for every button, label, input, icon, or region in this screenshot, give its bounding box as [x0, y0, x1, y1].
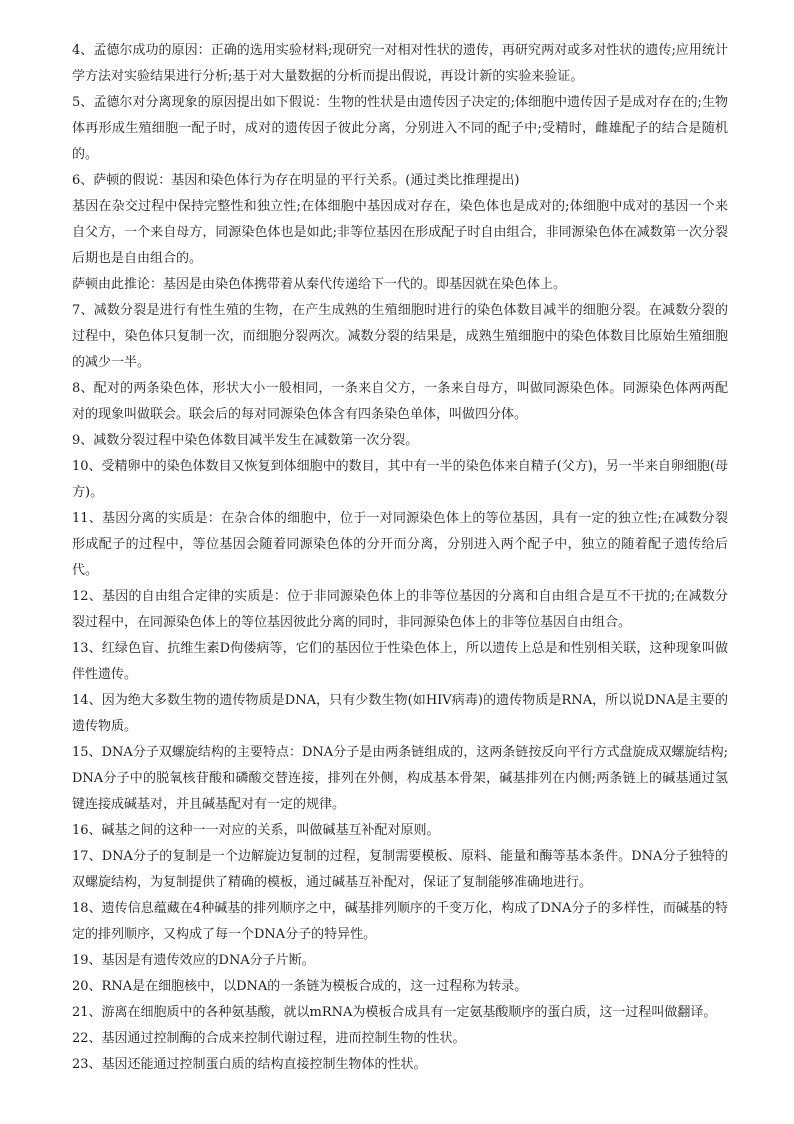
paragraph-19-gene-definition: 19、基因是有遗传效应的DNA分子片断。	[72, 953, 315, 968]
paragraph-12-independent-assortment: 12、基因的自由组合定律的实质是：位于非同源染色体上的非等位基因的分离和自由组合是互不干扰的;在减数分裂过程中，在同源染色体上的等位基因彼此分离的同时，非同源染色体上的非等位基因自由组合。	[72, 589, 728, 630]
paragraph-4-success-reasons: 4、孟德尔成功的原因：正确的选用实验材料;现研究一对相对性状的遗传，再研究两对或多对性状的遗传;应用统计学方法对实验结果进行分析;基于对大量数据的分析而提出假说，再设计新的实验来验证。	[72, 43, 728, 84]
paragraph-16-base-pairing: 16、碱基之间的这种一一对应的关系，叫做碱基互补配对原则。	[72, 823, 440, 838]
paragraph-13-sex-linked: 13、红绿色盲、抗维生素D佝偻病等，它们的基因位于性染色体上，所以遗传上总是和性别相关联，这种现象叫做伴性遗传。	[72, 641, 728, 682]
paragraph-6-sutton-hypothesis: 6、萨顿的假说：基因和染色体行为存在明显的平行关系。(通过类比推理提出)	[72, 173, 520, 188]
paragraph-22-enzyme-control: 22、基因通过控制酶的合成来控制代谢过程，进而控制生物的性状。	[72, 1031, 466, 1046]
paragraph-15-double-helix: 15、DNA分子双螺旋结构的主要特点：DNA分子是由两条链组成的，这两条链按反向平行方式盘旋成双螺旋结构;DNA分子中的脱氧核苷酸和磷酸交替连接，排列在外侧，构成基本骨架，碱基排列在内侧;两条链上的碱基通过氢键连接成碱基对，并且碱基配对有一定的规律。	[72, 745, 728, 812]
paragraph-10-fertilized-egg: 10、受精卵中的染色体数目又恢复到体细胞中的数目，其中有一半的染色体来自精子(父方)，另一半来自卵细胞(母方)。	[72, 459, 728, 500]
paragraph-14-dna-genetic-material: 14、因为绝大多数生物的遗传物质是DNA，只有少数生物(如HIV病毒)的遗传物质是RNA，所以说DNA是主要的遗传物质。	[72, 693, 728, 734]
paragraph-9-chromosome-halving: 9、减数分裂过程中染色体数目减半发生在减数第一次分裂。	[72, 433, 419, 448]
paragraph-7-meiosis: 7、减数分裂是进行有性生殖的生物，在产生成熟的生殖细胞时进行的染色体数目减半的细胞分裂。在减数分裂的过程中，染色体只复制一次，而细胞分裂两次。减数分裂的结果是，成熟生殖细胞中的染色体数目比原始生殖细胞的减少一半。	[72, 303, 728, 370]
paragraph-20-transcription: 20、RNA是在细胞核中，以DNA的一条链为模板合成的，这一过程称为转录。	[72, 979, 528, 994]
paragraph-8-homologous-chromosomes: 8、配对的两条染色体，形状大小一般相同，一条来自父方，一条来自母方，叫做同源染色体。同源染色体两两配对的现象叫做联会。联会后的每对同源染色体含有四条染色单体，叫做四分体。	[72, 381, 728, 422]
paragraph-21-translation: 21、游离在细胞质中的各种氨基酸，就以mRNA为模板合成具有一定氨基酸顺序的蛋白质，这一过程叫做翻译。	[72, 1005, 717, 1020]
paragraph-gene-behavior: 基因在杂交过程中保持完整性和独立性;在体细胞中基因成对存在，染色体也是成对的;体细胞中成对的基因一个来自父方，一个来自母方，同源染色体也是如此;非等位基因在形成配子时自由组合，非同源染色体在减数第一次分裂后期也是自由组合的。	[72, 199, 728, 266]
paragraph-5-segregation-hypothesis: 5、孟德尔对分离现象的原因提出如下假说：生物的性状是由遗传因子决定的;体细胞中遗传因子是成对存在的;生物体再形成生殖细胞一配子时，成对的遗传因子彼此分离，分别进入不同的配子中;受精时，雌雄配子的结合是随机的。	[72, 95, 728, 162]
paragraph-23-protein-control: 23、基因还能通过控制蛋白质的结构直接控制生物体的性状。	[72, 1057, 427, 1072]
paragraph-17-dna-replication: 17、DNA分子的复制是一个边解旋边复制的过程，复制需要模板、原料、能量和酶等基本条件。DNA分子独特的双螺旋结构，为复制提供了精确的模板，通过碱基互补配对，保证了复制能够准确地进行。	[72, 849, 728, 890]
paragraph-18-genetic-information: 18、遗传信息蕴藏在4种碱基的排列顺序之中，碱基排列顺序的千变万化，构成了DNA分子的多样性，而碱基的特定的排列顺序，又构成了每一个DNA分子的特异性。	[72, 901, 728, 942]
paragraph-sutton-inference: 萨顿由此推论：基因是由染色体携带着从秦代传递给下一代的。即基因就在染色体上。	[72, 277, 567, 292]
paragraph-11-segregation-essence: 11、基因分离的实质是：在杂合体的细胞中，位于一对同源染色体上的等位基因，具有一定的独立性;在减数分裂形成配子的过程中，等位基因会随着同源染色体的分开而分离，分别进入两个配子中，独立的随着配子遗传给后代。	[72, 511, 728, 578]
